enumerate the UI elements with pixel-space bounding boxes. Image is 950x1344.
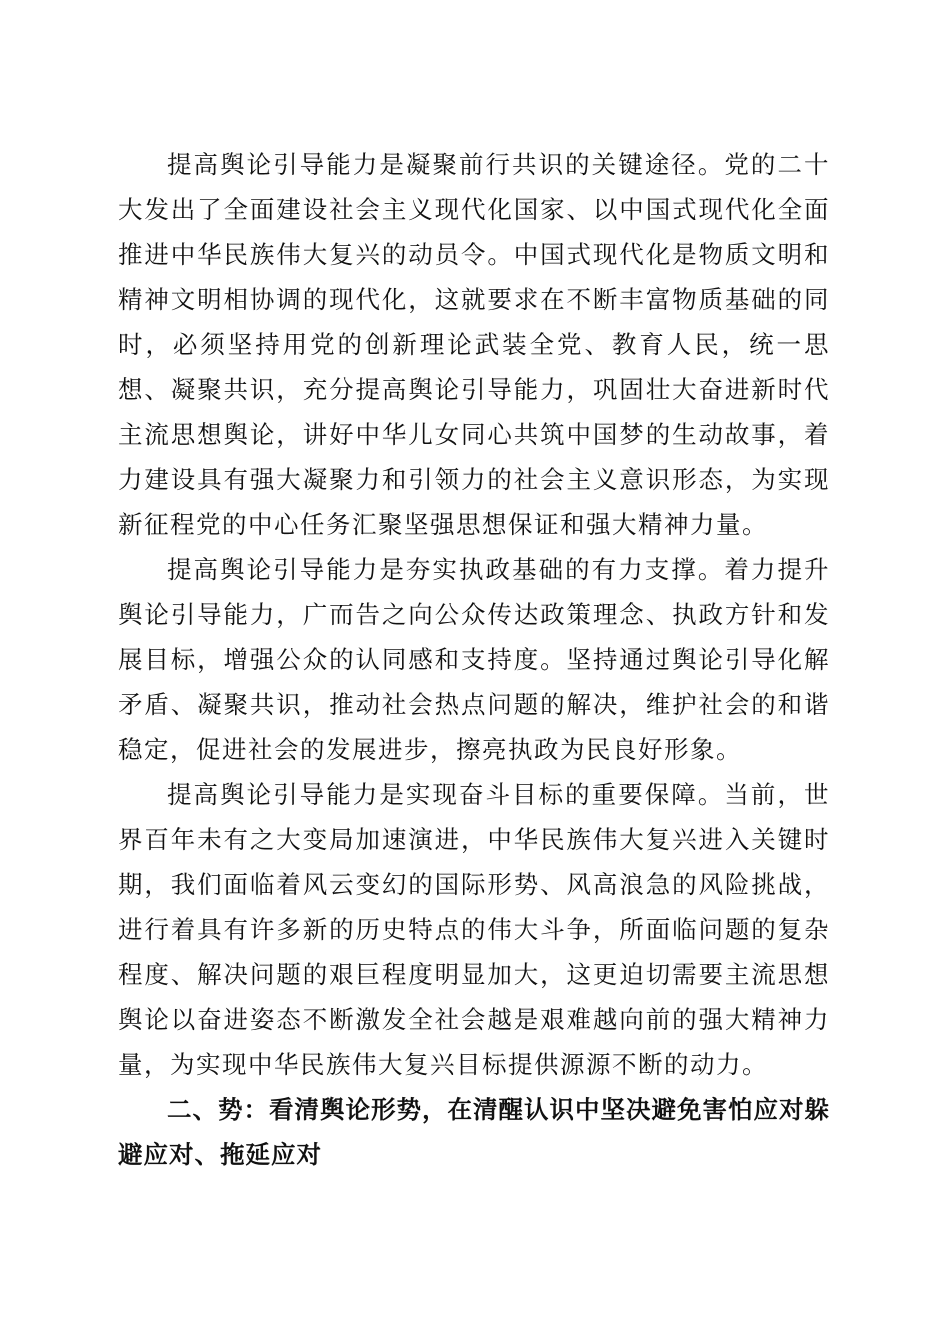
paragraph-goals: 提高舆论引导能力是实现奋斗目标的重要保障。当前，世界百年未有之大变局加速演进，中华民族伟大复兴进入关键时期，我们面临着风云变幻的国际形势、风高浪急的风险挑战，进行着具有许多新的历史特点的伟大斗争，所面临问题的复杂程度、解决问题的艰巨程度明显加大，这更迫切需要主流思想舆论以奋进姿态不断激发全社会越是艰难越向前的强大精神力量，为实现中华民族伟大复兴目标提供源源不断的动力。 <box>118 780 830 1079</box>
paragraph-consensus: 提高舆论引导能力是凝聚前行共识的关键途径。党的二十大发出了全面建设社会主义现代化国家、以中国式现代化全面推进中华民族伟大复兴的动员令。中国式现代化是物质文明和精神文明相协调的现代化，这就要求在不断丰富物质基础的同时，必须坚持用党的创新理论武装全党、教育人民，统一思想、凝聚共识，充分提高舆论引导能力，巩固壮大奋进新时代主流思想舆论，讲好中华儿女同心共筑中国梦的生动故事，着力建设具有强大凝聚力和引领力的社会主义意识形态，为实现新征程党的中心任务汇聚坚强思想保证和强大精神力量。 <box>118 150 830 539</box>
document-body <box>118 142 830 1177</box>
section-heading: 二、势：看清舆论形势，在清醒认识中坚决避免害怕应对躲避应对、拖延应对 <box>118 1095 830 1169</box>
paragraph-governance: 提高舆论引导能力是夯实执政基础的有力支撑。着力提升舆论引导能力，广而告之向公众传达政策理念、执政方针和发展目标，增强公众的认同感和支持度。坚持通过舆论引导化解矛盾、凝聚共识，推动社会热点问题的解决，维护社会的和谐稳定，促进社会的发展进步，擦亮执政为民良好形象。 <box>118 555 830 764</box>
